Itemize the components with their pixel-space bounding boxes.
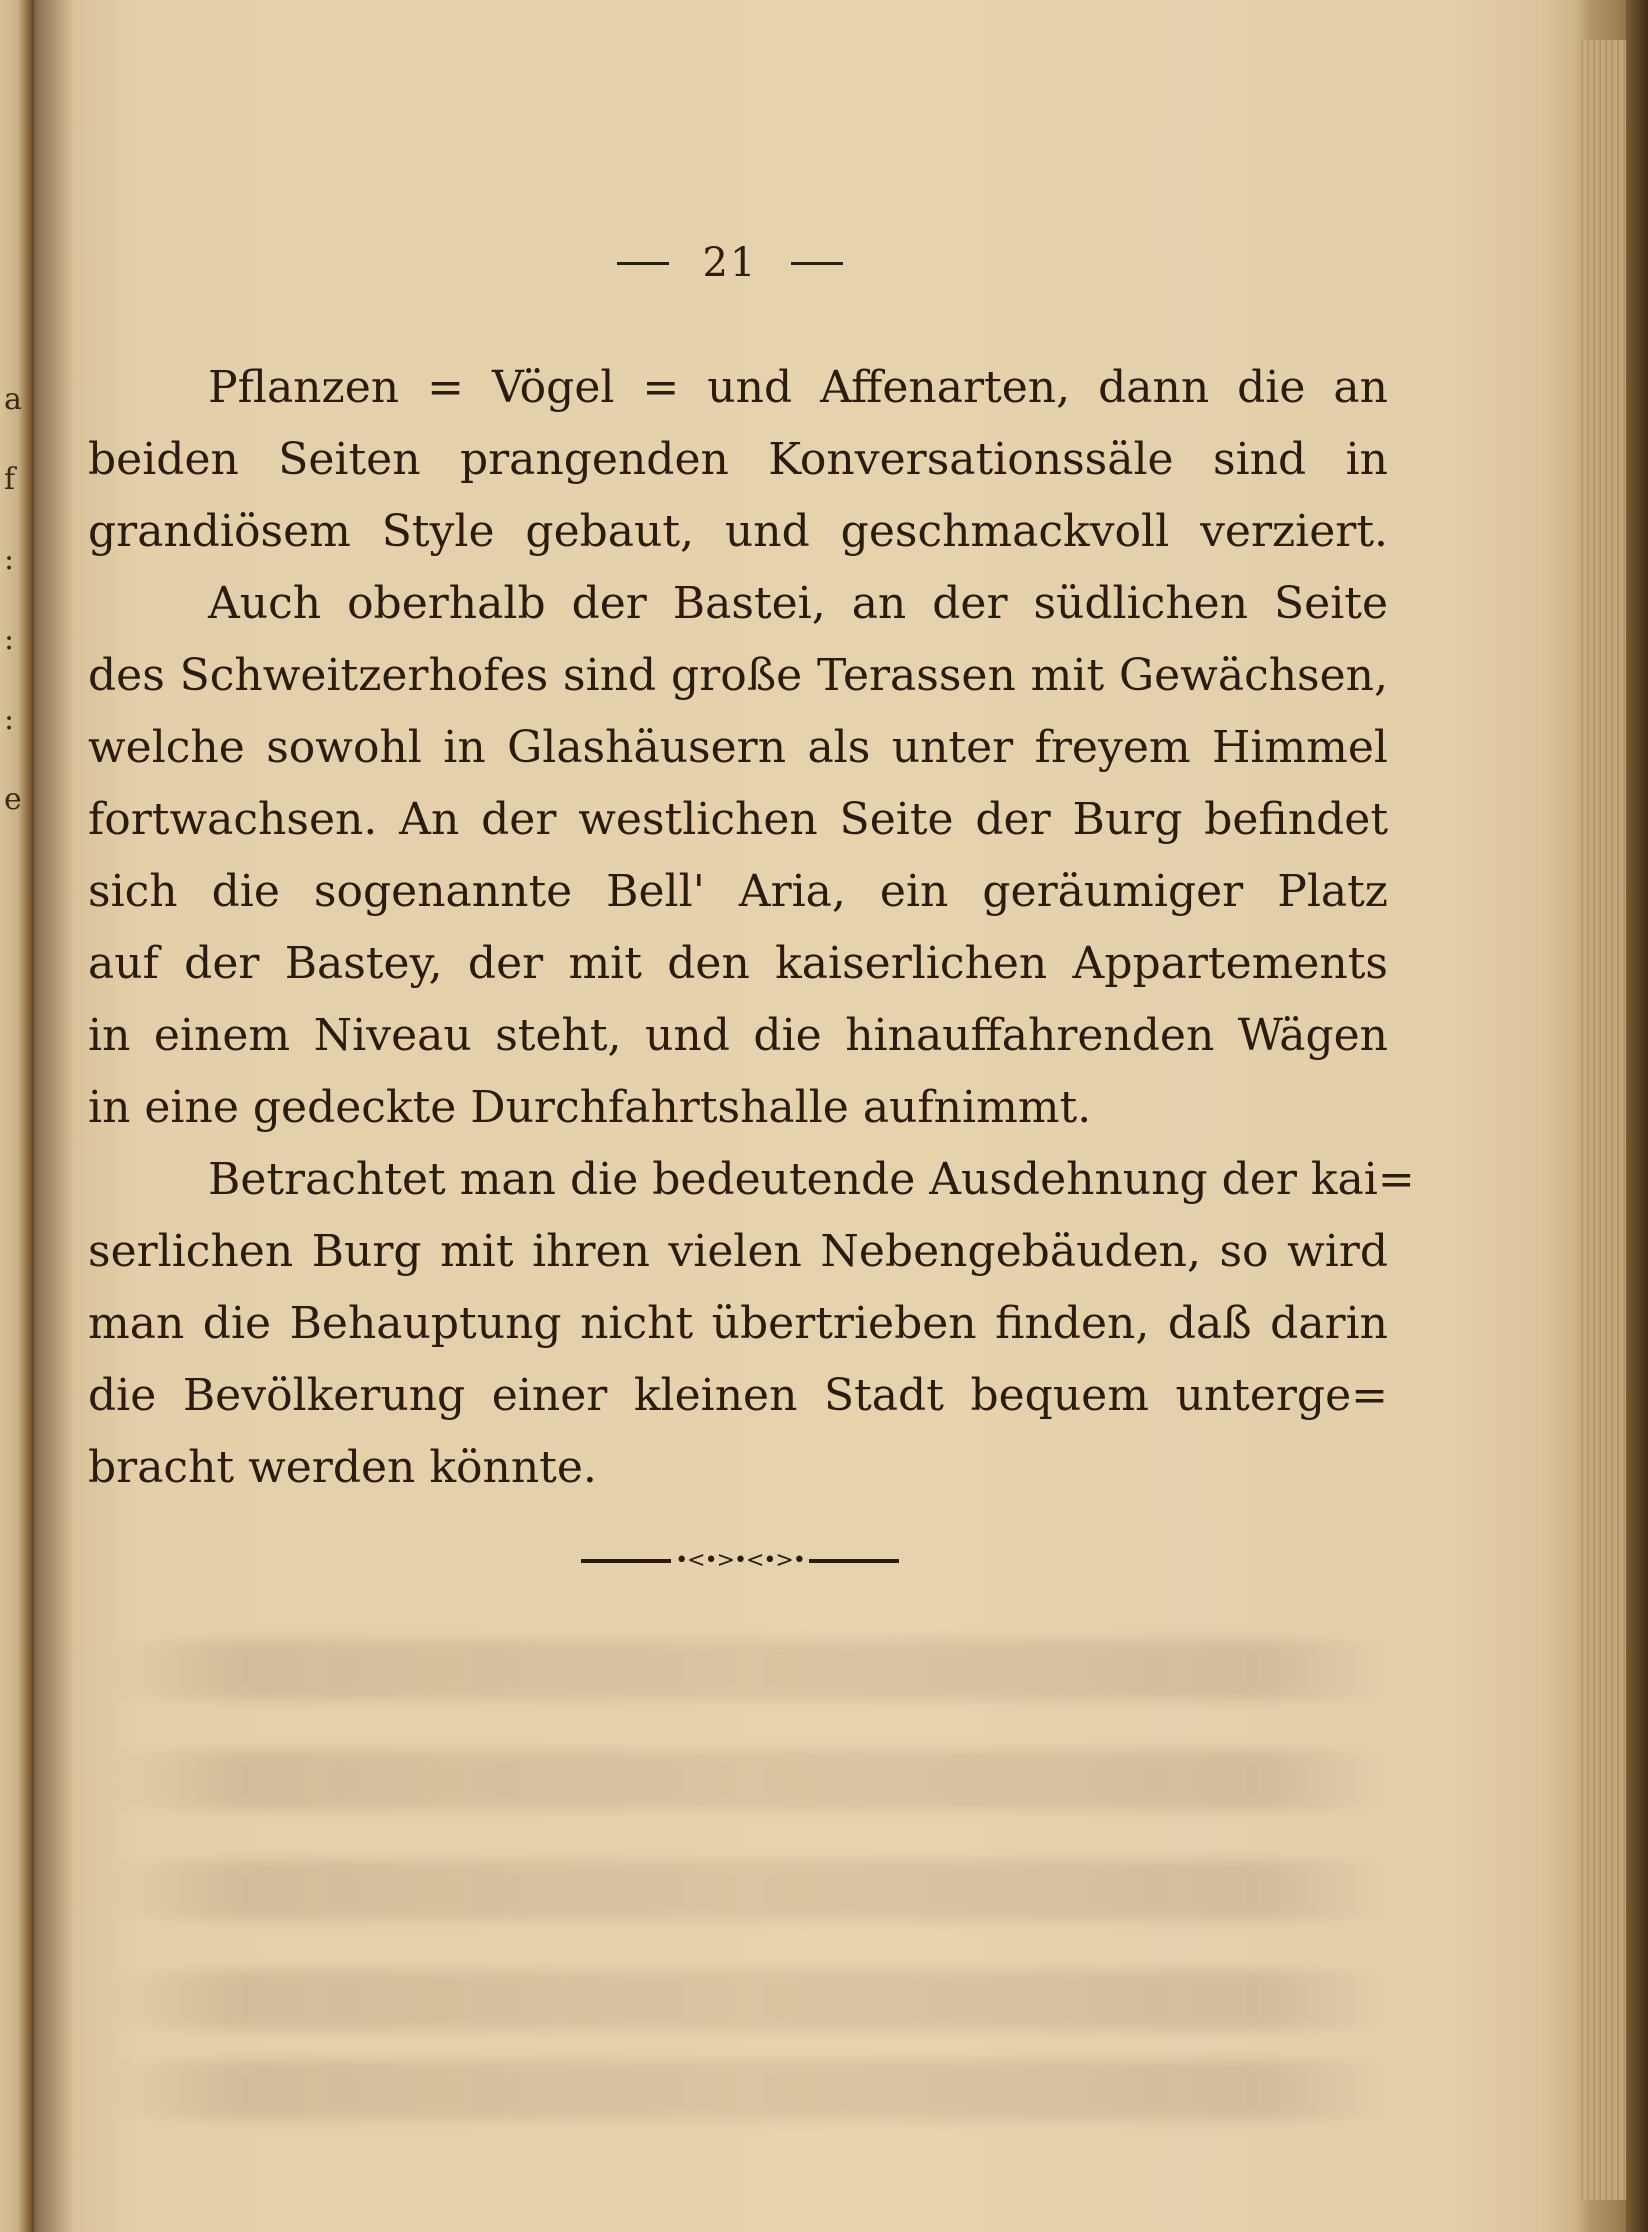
header-dash-left	[617, 262, 669, 265]
margin-mark: :	[4, 622, 15, 657]
header-dash-right	[791, 262, 843, 265]
bleed-through-shadow	[110, 1860, 1390, 1920]
text-line: fortwachsen. An der westlichen Seite der Burg befindet	[88, 794, 1388, 845]
right-cover-edge	[1626, 0, 1648, 2232]
text-line: sich die sogenannte Bell' Aria, ein geräumiger Platz	[88, 866, 1388, 917]
ornament-rule-left	[581, 1559, 671, 1563]
text-line: in einem Niveau steht, und die hinauffahrenden Wägen	[88, 1010, 1388, 1061]
text-line: in eine gedeckte Durchfahrtshalle aufnimmt.	[88, 1082, 1092, 1133]
text-line: Auch oberhalb der Bastei, an der südlichen Seite	[208, 578, 1388, 629]
margin-mark: :	[4, 542, 15, 577]
text-line: die Bevölkerung einer kleinen Stadt bequem unterge=	[88, 1370, 1388, 1421]
text-line: beiden Seiten prangenden Konversationssäle sind in	[88, 434, 1388, 485]
bleed-through-shadow	[110, 1970, 1390, 2030]
text-line: bracht werden könnte.	[88, 1442, 597, 1493]
margin-mark: e	[4, 782, 22, 817]
gutter-shadow	[34, 0, 74, 2232]
margin-mark: f	[4, 462, 16, 497]
left-margin-marks	[4, 360, 24, 840]
page-number: 21	[702, 240, 758, 286]
bleed-through-shadow	[110, 1750, 1390, 1810]
text-line: Betrachtet man die bedeutende Ausdehnung der kai=	[208, 1154, 1415, 1205]
text-line: serlichen Burg mit ihren vielen Nebengebäuden, so wird	[88, 1226, 1388, 1277]
text-line: auf der Bastey, der mit den kaiserlichen Appartements	[88, 938, 1388, 989]
left-page-edge	[0, 0, 34, 2232]
text-line: grandiösem Style gebaut, und geschmackvoll verziert.	[88, 506, 1388, 557]
text-line: Pflanzen = Vögel = und Affenarten, dann die an	[208, 362, 1388, 413]
ornament-rule-right	[809, 1559, 899, 1563]
ornament-glyphs: •<•>•<•>•	[675, 1548, 805, 1573]
section-ornament	[540, 1548, 940, 1573]
body-text	[88, 352, 1415, 1504]
text-line: des Schweitzerhofes sind große Terassen mit Gewächsen,	[88, 650, 1388, 701]
text-line: man die Behauptung nicht übertrieben finden, daß darin	[88, 1298, 1388, 1349]
text-line: welche sowohl in Glashäusern als unter freyem Himmel	[88, 722, 1388, 773]
page-header	[560, 240, 900, 286]
margin-mark: :	[4, 702, 15, 737]
margin-mark: a	[4, 382, 22, 417]
bleed-through-shadow	[110, 2060, 1390, 2120]
bleed-through-shadow	[110, 1640, 1390, 1700]
